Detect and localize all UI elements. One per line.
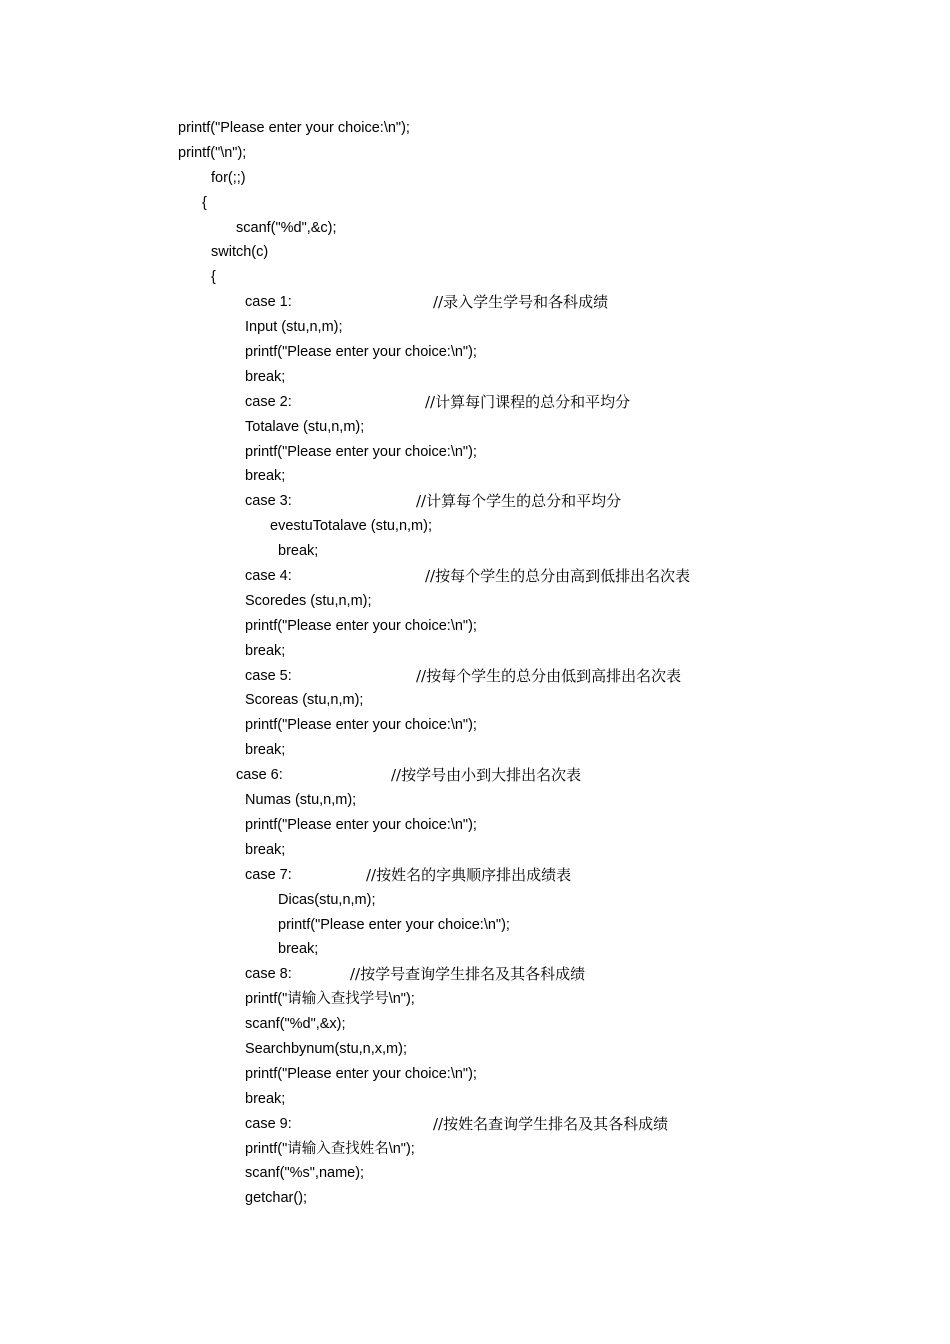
- code-text: scanf("%d",&c);: [236, 219, 337, 236]
- code-line: [0, 713, 950, 738]
- code-line: [0, 614, 950, 639]
- code-line: [0, 390, 950, 415]
- code-line: [0, 539, 950, 564]
- code-line: [0, 888, 950, 913]
- code-text: Scoreas (stu,n,m);: [245, 692, 364, 709]
- code-line: [0, 863, 950, 888]
- code-line: [0, 589, 950, 614]
- code-text: scanf("%d",&x);: [245, 1016, 346, 1033]
- code-text: break;: [245, 1090, 286, 1107]
- code-line: [0, 738, 950, 763]
- code-text: printf("请输入查找学号\n");: [245, 991, 415, 1008]
- code-text: printf("Please enter your choice:\n");: [245, 816, 477, 833]
- code-line: [0, 141, 950, 166]
- code-text: printf("Please enter your choice:\n");: [245, 617, 477, 634]
- code-comment: //按学号由小到大排出名次表: [391, 766, 582, 785]
- code-line: [0, 415, 950, 440]
- code-line: [0, 1161, 950, 1186]
- code-text: Input (stu,n,m);: [245, 319, 343, 336]
- code-line: [0, 116, 950, 141]
- code-comment: //按学号查询学生排名及其各科成绩: [350, 965, 586, 984]
- code-line: [0, 1137, 950, 1162]
- code-text: case 5:: [245, 667, 292, 684]
- code-text: break;: [278, 941, 319, 958]
- code-line: [0, 191, 950, 216]
- code-listing: [0, 116, 950, 1211]
- code-text: switch(c): [211, 244, 269, 261]
- code-line: [0, 440, 950, 465]
- code-comment: //按每个学生的总分由高到低排出名次表: [425, 567, 691, 586]
- code-text: getchar();: [245, 1190, 308, 1207]
- code-text: for(;;): [211, 169, 246, 186]
- code-comment: //计算每个学生的总分和平均分: [416, 492, 622, 511]
- code-line: [0, 564, 950, 589]
- code-comment: //按姓名的字典顺序排出成绩表: [366, 865, 572, 884]
- code-line: [0, 216, 950, 241]
- code-line: [0, 315, 950, 340]
- code-text: break;: [245, 742, 286, 759]
- code-comment: //按每个学生的总分由低到高排出名次表: [416, 666, 682, 685]
- code-text: scanf("%s",name);: [245, 1165, 365, 1182]
- code-text: case 9:: [245, 1115, 292, 1132]
- code-text: Scoredes (stu,n,m);: [245, 592, 372, 609]
- code-line: [0, 664, 950, 689]
- code-text: case 7:: [245, 866, 292, 883]
- code-line: [0, 838, 950, 863]
- code-text: case 6:: [236, 767, 283, 784]
- code-text: {: [202, 194, 207, 211]
- code-text: Numas (stu,n,m);: [245, 792, 357, 809]
- code-text: printf("Please enter your choice:\n");: [278, 916, 510, 933]
- code-text: evestuTotalave (stu,n,m);: [270, 518, 432, 535]
- code-line: [0, 240, 950, 265]
- code-line: [0, 265, 950, 290]
- code-text: case 2:: [245, 393, 292, 410]
- code-line: [0, 763, 950, 788]
- code-text: Searchbynum(stu,n,x,m);: [245, 1040, 407, 1057]
- code-text: printf("Please enter your choice:\n");: [245, 344, 477, 361]
- code-text: Totalave (stu,n,m);: [245, 418, 365, 435]
- code-text: Dicas(stu,n,m);: [278, 891, 376, 908]
- code-line: [0, 813, 950, 838]
- code-line: [0, 1062, 950, 1087]
- code-text: printf("Please enter your choice:\n");: [178, 120, 410, 136]
- code-line: [0, 913, 950, 938]
- code-text: case 3:: [245, 493, 292, 510]
- code-text: {: [211, 269, 216, 286]
- code-text: printf("Please enter your choice:\n");: [245, 1065, 477, 1082]
- code-line: [0, 1112, 950, 1137]
- code-line: [0, 1012, 950, 1037]
- code-text: case 8:: [245, 966, 292, 983]
- code-comment: //按姓名查询学生排名及其各科成绩: [433, 1114, 669, 1133]
- code-line: [0, 1087, 950, 1112]
- code-line: [0, 937, 950, 962]
- code-line: [0, 340, 950, 365]
- code-text: printf("请输入查找姓名\n");: [245, 1140, 415, 1157]
- code-line: [0, 464, 950, 489]
- code-line: [0, 639, 950, 664]
- code-text: printf("Please enter your choice:\n");: [245, 717, 477, 734]
- code-line: [0, 788, 950, 813]
- code-line: [0, 489, 950, 514]
- code-comment: //计算每门课程的总分和平均分: [425, 392, 631, 411]
- code-line: [0, 962, 950, 987]
- code-text: break;: [278, 543, 319, 560]
- code-line: [0, 365, 950, 390]
- code-text: break;: [245, 368, 286, 385]
- code-text: break;: [245, 841, 286, 858]
- code-line: [0, 166, 950, 191]
- code-line: [0, 514, 950, 539]
- code-text: case 4:: [245, 568, 292, 585]
- code-text: printf("\n");: [178, 144, 247, 161]
- code-text: break;: [245, 642, 286, 659]
- code-text: printf("Please enter your choice:\n");: [245, 443, 477, 460]
- code-line: [0, 1037, 950, 1062]
- code-comment: //录入学生学号和各科成绩: [433, 293, 609, 312]
- code-line: [0, 1186, 950, 1211]
- code-line: [0, 688, 950, 713]
- code-line: [0, 987, 950, 1012]
- code-text: break;: [245, 468, 286, 485]
- code-text: case 1:: [245, 294, 292, 311]
- code-line: [0, 290, 950, 315]
